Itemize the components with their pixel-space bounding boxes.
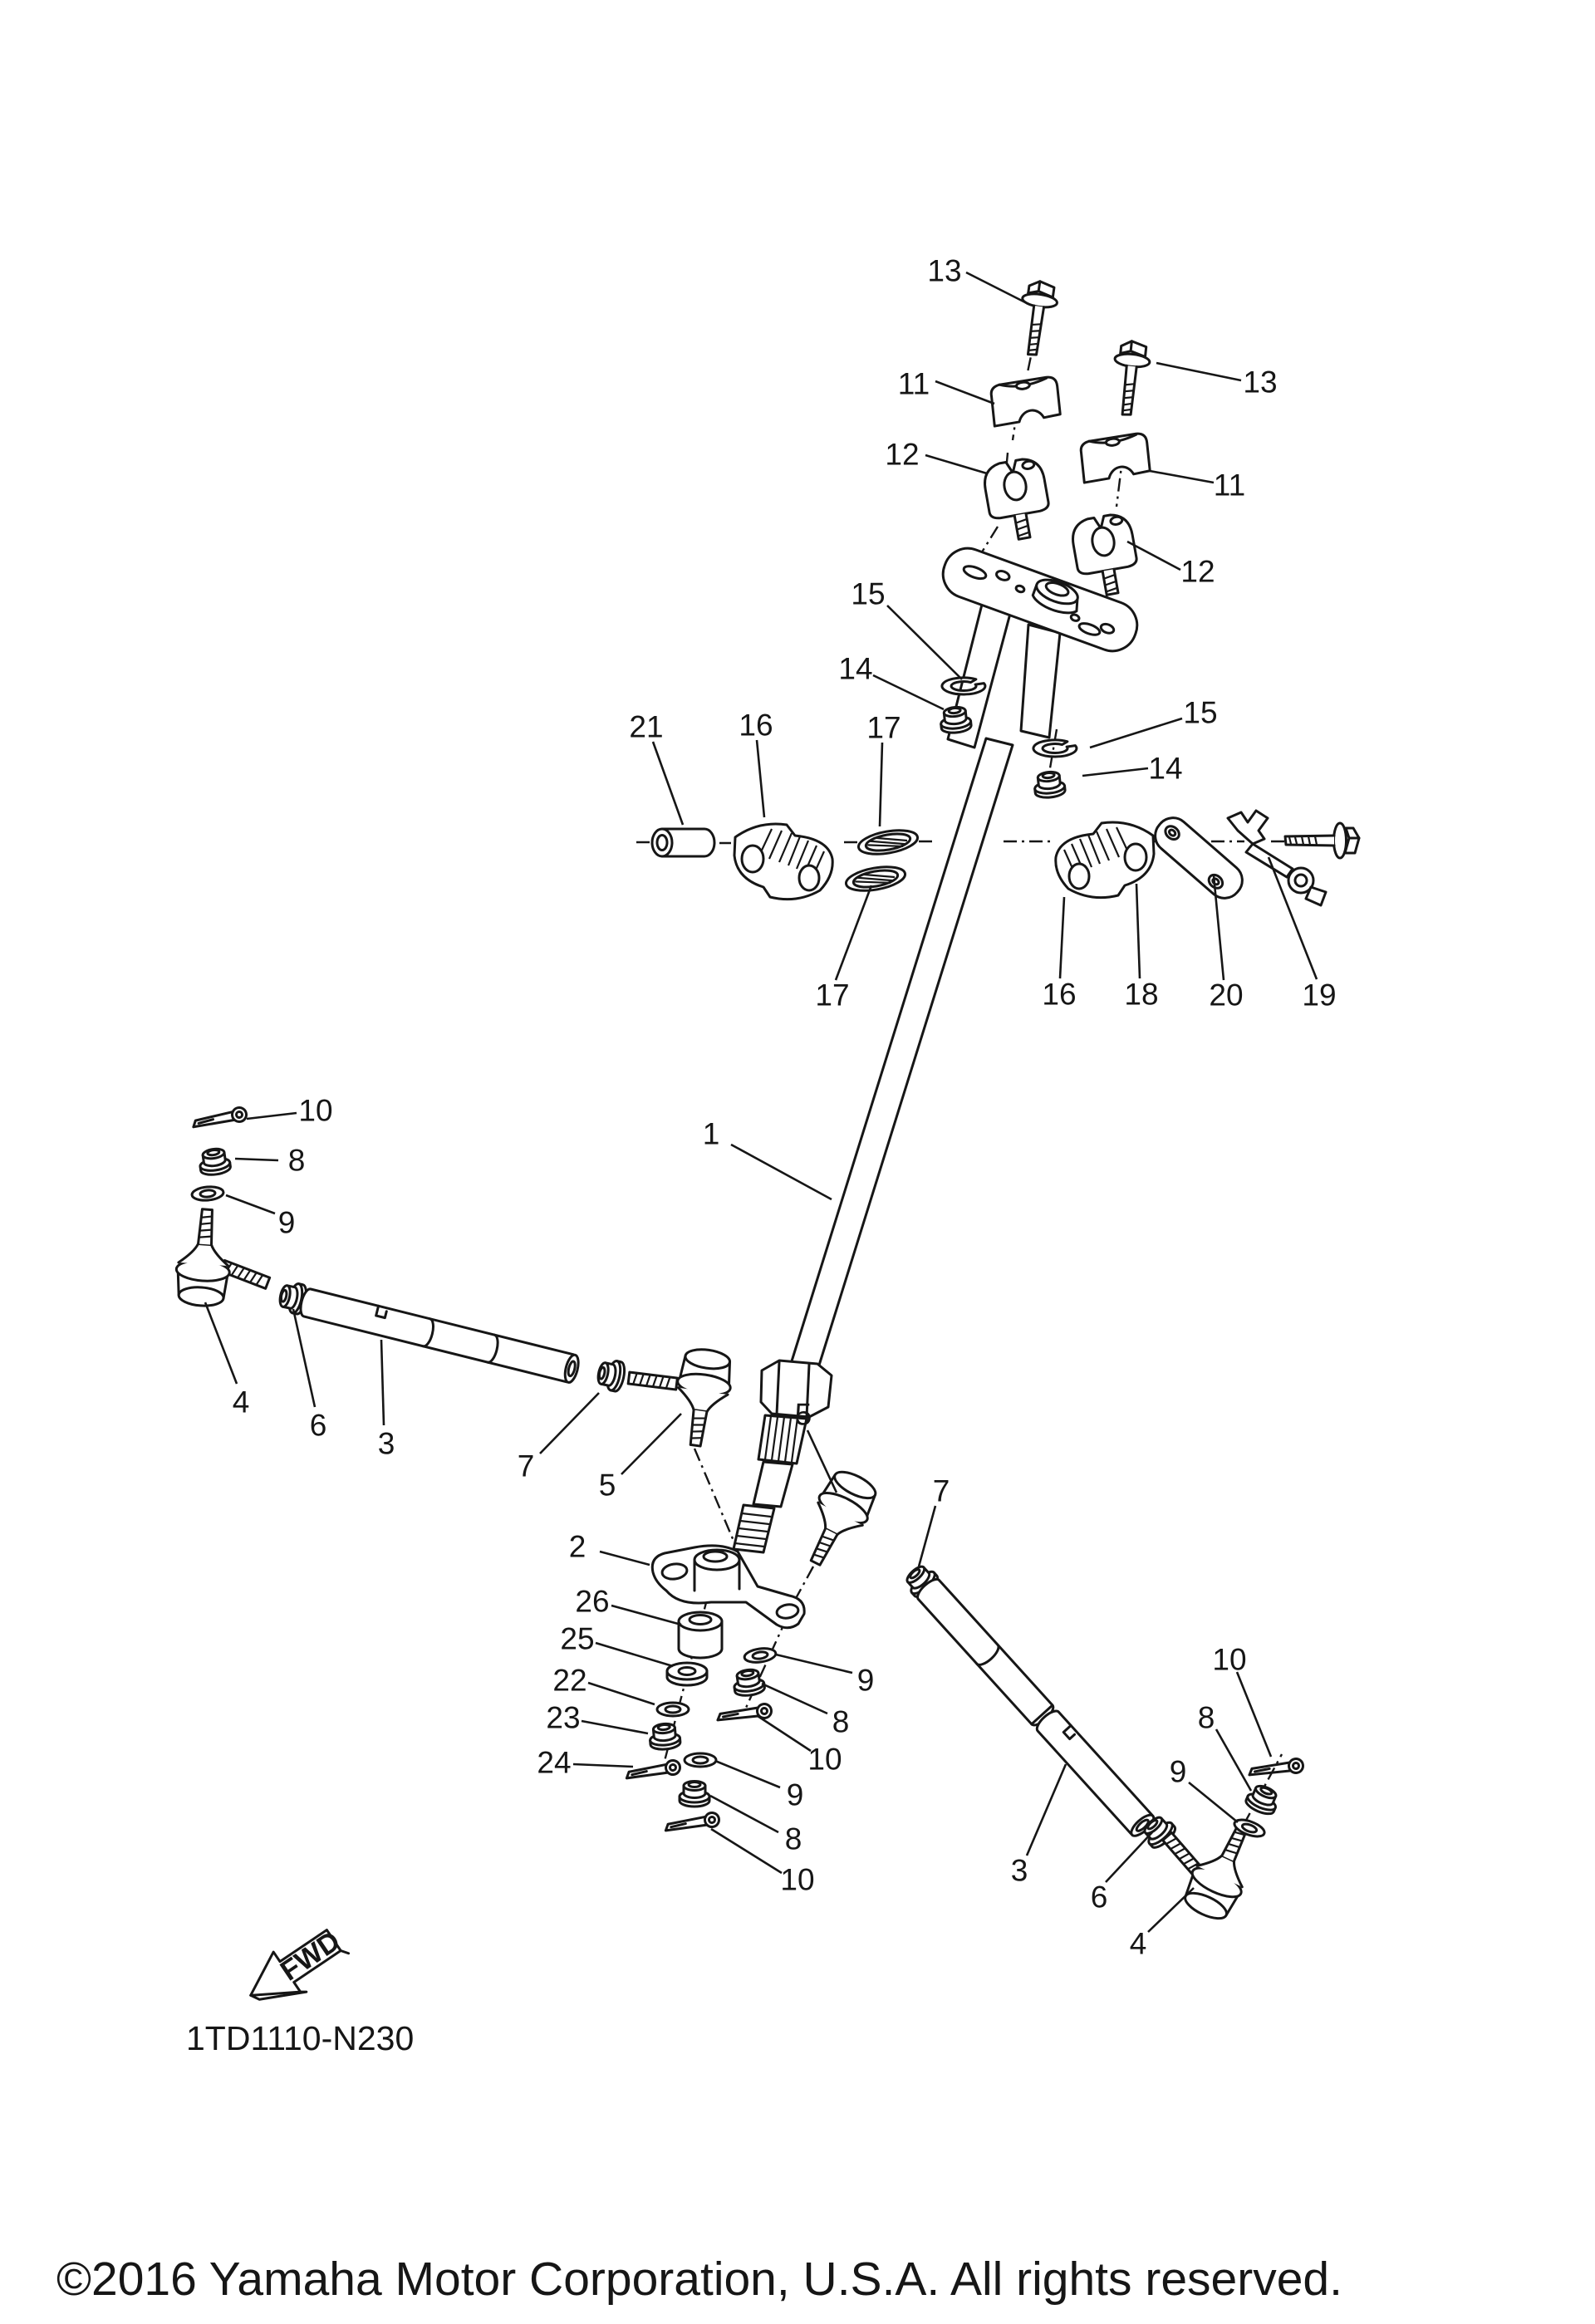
leader-line-6 [1106, 1832, 1152, 1882]
callout-2: 2 [568, 1529, 586, 1564]
callout-9: 9 [277, 1205, 296, 1240]
holder-lower-right [1069, 512, 1141, 599]
callout-17: 17 [815, 978, 850, 1012]
nut-left-top [198, 1147, 231, 1176]
leader-line-6 [293, 1309, 315, 1407]
leader-line-21 [653, 742, 683, 825]
callout-25: 25 [560, 1621, 595, 1656]
callout-4: 4 [232, 1385, 250, 1419]
collar-bushing [652, 829, 714, 856]
flange-bolt-left [1015, 279, 1060, 357]
cotter-pin-right-bottom [1248, 1758, 1303, 1779]
leader-line-9 [1189, 1782, 1238, 1822]
callout-26: 26 [575, 1584, 610, 1619]
leader-line-9 [715, 1761, 780, 1787]
holder-upper-right [1080, 433, 1151, 483]
callout-15: 15 [851, 576, 886, 611]
leader-line-10 [711, 1829, 782, 1873]
leader-line-15 [1090, 718, 1182, 748]
leader-line-7 [540, 1393, 599, 1454]
callout-11: 11 [1213, 468, 1246, 503]
callout-7: 7 [517, 1449, 535, 1483]
callout-24: 24 [537, 1745, 572, 1780]
callout-13: 13 [927, 253, 962, 288]
leader-line-3 [381, 1340, 384, 1425]
leader-line-14 [1082, 768, 1148, 776]
leader-line-14 [873, 675, 944, 709]
stopper-bolt [1285, 823, 1359, 858]
leader-line-13 [1156, 363, 1241, 380]
leader-line-23 [582, 1721, 648, 1733]
diagram-code: 1TD1110-N230 [186, 2019, 415, 2057]
flange-bolt-right [1109, 340, 1151, 417]
tie-rod-end-left [174, 1208, 233, 1307]
leader-line-17 [880, 743, 882, 826]
callout-3: 3 [1010, 1853, 1028, 1888]
callout-16: 16 [1042, 977, 1077, 1012]
leader-line-9 [226, 1195, 275, 1213]
callout-8: 8 [784, 1821, 802, 1856]
callout-13: 13 [1243, 365, 1278, 400]
arm-bushing [679, 1612, 722, 1658]
washer-ear-left [685, 1753, 716, 1767]
callout-14: 14 [838, 651, 873, 686]
leader-line-18 [1136, 884, 1140, 978]
washer-left-top [191, 1185, 223, 1201]
arm-nut [649, 1723, 681, 1751]
callout-12: 12 [885, 437, 920, 472]
cotter-pin-left-top [191, 1106, 248, 1131]
callout-21: 21 [629, 709, 664, 744]
callout-11: 11 [897, 366, 930, 401]
callout-5: 5 [598, 1468, 616, 1503]
nut-ear-left [680, 1782, 709, 1807]
steering-stopper-bracket [1228, 811, 1326, 905]
leader-line-17 [836, 885, 871, 980]
callout-16: 16 [739, 708, 773, 743]
callout-1: 1 [702, 1116, 720, 1151]
leader-line-12 [925, 455, 987, 473]
leader-line-10 [1237, 1672, 1271, 1757]
steering-arm [652, 1546, 804, 1628]
callout-18: 18 [1124, 977, 1159, 1012]
leader-line-3 [1027, 1764, 1066, 1856]
leader-line-4 [205, 1302, 237, 1384]
damper-left [734, 824, 832, 900]
leader-line-26 [611, 1606, 681, 1625]
leader-line-10 [758, 1716, 811, 1751]
leader-line-8 [235, 1159, 278, 1160]
fwd-label: FWD [274, 1924, 346, 1988]
callout-12: 12 [1180, 554, 1215, 589]
leader-line-15 [887, 606, 962, 679]
callout-10: 10 [298, 1093, 333, 1128]
nut-ear-right [732, 1668, 765, 1697]
leader-line-16 [1060, 897, 1064, 978]
leader-line-11 [935, 381, 994, 404]
callout-10: 10 [1212, 1642, 1247, 1677]
callout-17: 17 [866, 710, 901, 745]
leader-line-1 [731, 1145, 832, 1199]
callout-4: 4 [1129, 1926, 1147, 1961]
callout-19: 19 [1302, 978, 1337, 1012]
leader-line-10 [247, 1113, 297, 1119]
callout-15: 15 [1183, 695, 1218, 730]
callout-14: 14 [1148, 751, 1183, 786]
tie-rod-end-center-right [792, 1465, 883, 1575]
cotter-ear-left [664, 1812, 719, 1835]
callout-5: 5 [794, 1397, 812, 1432]
callout-8: 8 [287, 1143, 306, 1178]
callout-8: 8 [1197, 1700, 1215, 1735]
leader-line-4 [1148, 1888, 1194, 1932]
holder-lower-left [981, 456, 1053, 543]
leader-line-24 [573, 1764, 633, 1767]
lock-washer-right [1033, 740, 1077, 757]
tie-rod-end-center-left [669, 1346, 735, 1449]
fwd-arrow [238, 1918, 353, 2019]
leader-line-5 [621, 1414, 681, 1474]
leader-line-13 [966, 272, 1028, 304]
arm-washer-thick [667, 1663, 707, 1685]
nut-7-left [596, 1358, 626, 1393]
callout-9: 9 [1169, 1754, 1187, 1789]
leader-line-11 [1150, 471, 1214, 483]
tie-rod-left [298, 1287, 581, 1384]
thread-stub-center [628, 1372, 677, 1390]
leader-line-16 [757, 740, 764, 817]
callout-8: 8 [832, 1704, 850, 1739]
leader-line-5 [807, 1430, 837, 1493]
arm-cotter-pin [625, 1759, 680, 1782]
leader-line-25 [596, 1643, 673, 1666]
leader-line-7 [919, 1506, 935, 1566]
dust-seal-lower [844, 863, 906, 895]
arm-washer-plate [657, 1703, 689, 1716]
leader-line-8 [1216, 1729, 1251, 1791]
leader-line-9 [776, 1655, 852, 1673]
leader-line-2 [600, 1552, 650, 1565]
callout-20: 20 [1209, 978, 1244, 1012]
callout-6: 6 [1090, 1880, 1108, 1915]
callout-22: 22 [552, 1663, 587, 1698]
callout-3: 3 [377, 1426, 395, 1461]
callout-10: 10 [807, 1742, 842, 1777]
flange-nut-right [1033, 771, 1066, 799]
dust-seal-upper [856, 826, 919, 858]
leader-line-22 [588, 1683, 655, 1704]
callout-9: 9 [786, 1777, 804, 1812]
damper-right [1056, 822, 1154, 898]
tie-rod-right [915, 1576, 1157, 1839]
holder-upper-left [990, 376, 1061, 426]
callout-7: 7 [932, 1473, 950, 1508]
callout-23: 23 [546, 1700, 581, 1735]
washer-ear-right [744, 1646, 777, 1664]
callout-6: 6 [309, 1408, 327, 1443]
copyright-text: ©2016 Yamaha Motor Corporation, U.S.A. All rights reserved. [56, 2253, 1342, 2306]
callout-10: 10 [780, 1862, 815, 1897]
callout-9: 9 [856, 1663, 875, 1698]
callout-layer [205, 254, 1337, 1961]
leader-line-8 [710, 1796, 778, 1832]
